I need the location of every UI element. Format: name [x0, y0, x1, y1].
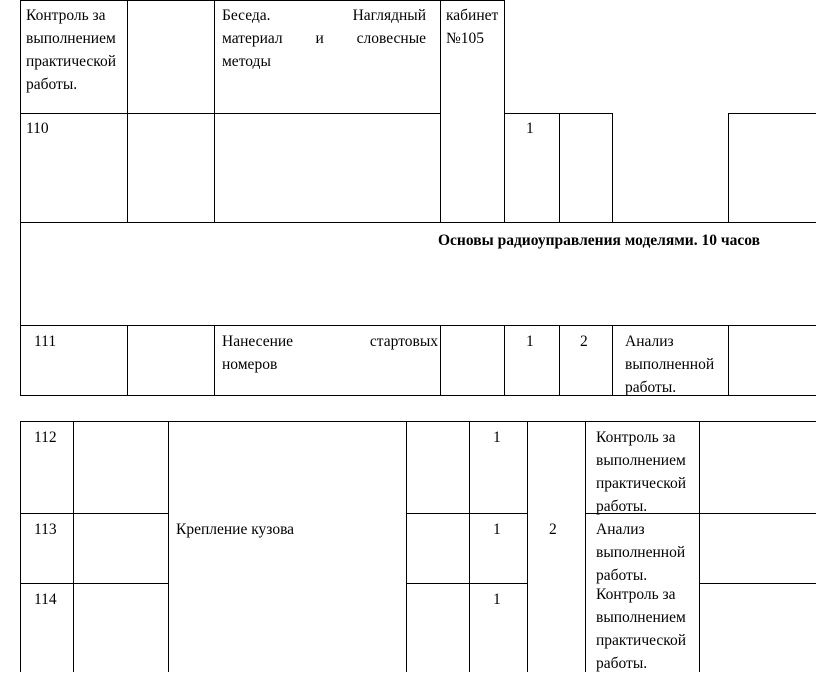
row-divider	[20, 513, 168, 514]
table-border	[20, 421, 816, 422]
row-divider	[504, 113, 612, 114]
column-divider	[699, 421, 700, 672]
row-divider	[728, 113, 816, 114]
column-divider	[440, 325, 441, 396]
hours-cell: 1	[493, 591, 501, 608]
column-divider	[214, 0, 215, 223]
row-divider	[20, 583, 168, 584]
control-form-cell: Контроль за выполнением практической работы.	[596, 429, 687, 515]
row-divider	[20, 113, 440, 114]
column-divider	[504, 325, 505, 396]
control-form-cell: Анализ выполненной работы.	[625, 333, 715, 396]
method-line: методы	[222, 53, 271, 70]
column-divider	[73, 421, 74, 672]
column-divider	[559, 113, 560, 223]
topic-line: Нанесение стартовых	[222, 333, 438, 350]
method-line: Беседа. Наглядный	[222, 7, 426, 24]
hours-cell: 1	[526, 333, 534, 350]
row-divider	[406, 513, 527, 514]
column-divider	[559, 325, 560, 396]
column-divider	[612, 113, 613, 223]
slot-cell: 2	[549, 521, 557, 538]
column-divider	[585, 421, 586, 672]
control-form-cell: Контроль за выполнением практической работы.	[26, 7, 117, 93]
column-divider	[469, 421, 470, 672]
table-border	[20, 0, 504, 1]
row-divider	[20, 222, 816, 223]
table-border	[20, 421, 21, 672]
lesson-number: 113	[34, 521, 57, 538]
column-divider	[612, 325, 613, 396]
lesson-number: 114	[34, 591, 57, 608]
slot-cell: 2	[580, 333, 588, 350]
column-divider	[527, 421, 528, 672]
row-divider	[20, 325, 816, 326]
lesson-number: 111	[34, 333, 57, 350]
row-divider	[406, 583, 527, 584]
column-divider	[440, 0, 441, 223]
table-border	[20, 0, 21, 396]
control-form-cell: Контроль за выполнением практической работы.	[596, 586, 687, 672]
column-divider	[214, 325, 215, 396]
column-divider	[168, 421, 169, 672]
row-divider	[699, 583, 816, 584]
hours-cell: 1	[493, 521, 501, 538]
room-cell: кабинет	[446, 7, 499, 24]
section-title: Основы радиоуправления моделями. 10 часов	[438, 232, 760, 249]
column-divider	[728, 113, 729, 223]
room-cell: №105	[446, 30, 485, 47]
column-divider	[127, 325, 128, 396]
method-line: материал и словесные	[222, 30, 426, 47]
topic-line: номеров	[222, 356, 278, 373]
column-divider	[504, 0, 505, 223]
hours-cell: 1	[493, 429, 501, 446]
column-divider	[406, 421, 407, 672]
hours-cell: 1	[526, 120, 534, 137]
topic-cell: Крепление кузова	[176, 521, 295, 538]
lesson-number: 110	[26, 120, 49, 137]
control-form-cell: Анализ выполненной работы.	[596, 521, 686, 584]
lesson-number: 112	[34, 429, 57, 446]
